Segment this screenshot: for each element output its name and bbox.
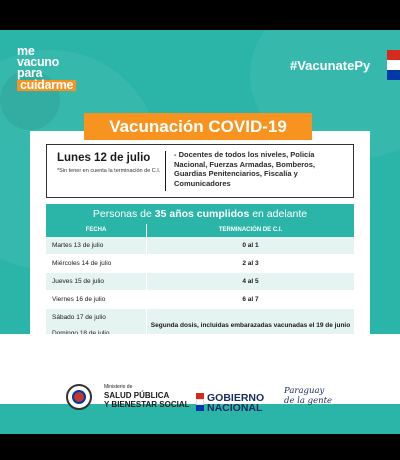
- header-terminacion: TERMINACIÓN DE C.I.: [146, 224, 354, 237]
- special-day-box: [46, 144, 354, 198]
- special-date: Lunes 12 de julio: [57, 152, 151, 164]
- band-suffix: en adelante: [249, 208, 308, 220]
- ministry-line: Y BIENESTAR SOCIAL: [104, 400, 190, 409]
- band-prefix: Personas de: [92, 208, 155, 220]
- special-date-note: *Sin tener en cuenta la terminación de C.I.: [57, 168, 161, 174]
- row-date: Viernes 16 de julio: [52, 296, 106, 303]
- logo-line: vacuno: [17, 55, 59, 69]
- logo-line: me: [17, 44, 35, 58]
- logo-line: para: [17, 66, 43, 80]
- logo-line-highlight: cuidarme: [17, 80, 76, 91]
- tagline-line: de la gente: [284, 396, 333, 406]
- band-bold: 35 años cumplidos: [154, 208, 250, 220]
- ministry-line: SALUD PÚBLICA: [104, 391, 170, 400]
- tagline: [284, 386, 332, 406]
- government-flag-icon: [196, 393, 204, 411]
- ministry-seal-center-icon: [72, 390, 86, 404]
- ministry-line: Ministerio de: [104, 384, 133, 390]
- row-date: Jueves 15 de julio: [52, 278, 105, 285]
- tagline-line: Paraguay: [284, 386, 325, 396]
- paraguay-flag-icon: [387, 50, 400, 80]
- campaign-logo: [17, 46, 97, 96]
- row-ci: 2 al 3: [146, 255, 354, 272]
- row-date: Sábado 17 de julio: [52, 313, 106, 321]
- age-band: [46, 204, 354, 224]
- table-row: [46, 255, 354, 273]
- table-row: [46, 273, 354, 291]
- header-fecha: FECHA: [85, 227, 107, 233]
- priority-groups: - Docentes de todos los niveles, Policía Nacional, Fuerzas Armadas, Bomberos, Guardias Penitenciarios, Fiscalía y Comunicadores: [174, 150, 316, 188]
- gov-line: GOBIERNO: [207, 392, 265, 404]
- row-ci: 0 al 1: [146, 237, 354, 254]
- ministry-name: [104, 383, 190, 409]
- table-row: [46, 237, 354, 255]
- schedule-card: [30, 131, 370, 366]
- row-ci: 6 al 7: [146, 291, 354, 308]
- government-logo: [207, 393, 264, 413]
- row-ci: Segunda dosis, incluidas embarazadas vacunadas el 19 de junio: [146, 309, 354, 342]
- page-title: Vacunación COVID-19: [84, 113, 312, 140]
- hashtag: #VacunatePy: [290, 58, 371, 73]
- row-date: Martes 13 de julio: [52, 242, 104, 249]
- divider: [165, 151, 166, 191]
- table-row: [46, 291, 354, 309]
- row-ci: 4 al 5: [146, 273, 354, 290]
- row-date: Miércoles 14 de julio: [52, 260, 112, 267]
- table-header: [46, 224, 354, 237]
- gov-line: NACIONAL: [207, 402, 263, 414]
